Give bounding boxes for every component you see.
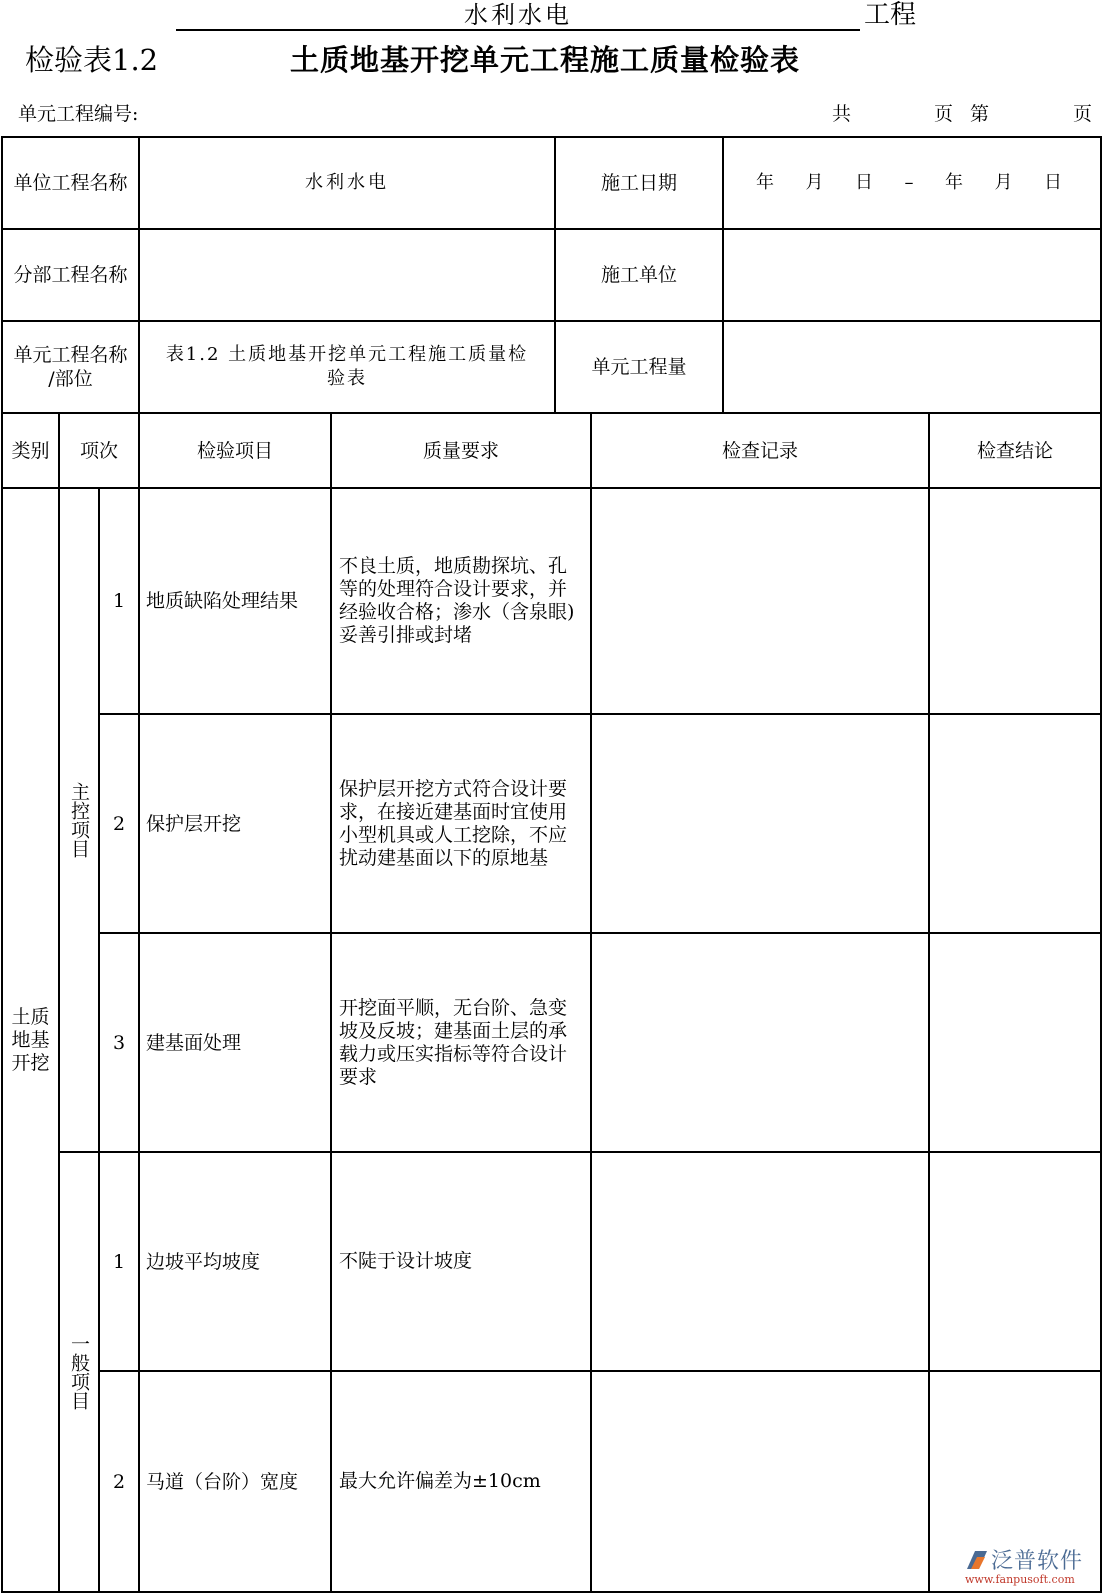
date-end-month: 月	[994, 172, 1013, 193]
project-name: 水利水电	[464, 1, 572, 29]
divider	[1100, 136, 1102, 1593]
unit-number-label: 单元工程编号:	[18, 103, 139, 125]
unit-project-value[interactable]: 水利水电	[305, 172, 389, 193]
quality-requirement: 最大允许偏差为±10cm	[339, 1470, 541, 1492]
element-value-line1: 表1.2 土质地基开挖单元工程施工质量检	[165, 344, 529, 365]
contractor-value[interactable]	[724, 230, 1100, 320]
element-label	[3, 322, 138, 412]
category-line: 开挖	[11, 1051, 50, 1074]
item-no: 1	[112, 590, 126, 612]
inspection-record-input[interactable]	[592, 1372, 928, 1591]
conclusion-input[interactable]	[930, 934, 1100, 1151]
quality-requirement: 不陡于设计坡度	[339, 1250, 473, 1272]
column-header-quality-requirement: 质量要求	[422, 439, 499, 462]
column-header-conclusion: 检查结论	[976, 439, 1053, 462]
date-separator: –	[904, 172, 914, 193]
unit-project-label: 单位工程名称	[13, 172, 128, 194]
column-header-category: 类别	[11, 439, 50, 462]
form-code: 检验表1.2	[25, 43, 159, 77]
page-total-label: 共	[832, 103, 852, 125]
element-value-line2: 验表	[327, 368, 367, 389]
quality-requirement: 开挖面平顺，无台阶、急变坡及反坡；建基面土层的承载力或压实指标等符合设计要求	[339, 996, 568, 1088]
inspection-record-input[interactable]	[592, 715, 928, 932]
inspection-item: 建基面处理	[146, 1031, 242, 1054]
date-start-month: 月	[805, 172, 824, 193]
quantity-value[interactable]	[724, 322, 1100, 412]
date-start-year: 年	[756, 172, 774, 193]
category-line: 地基	[11, 1028, 50, 1051]
quality-requirement: 不良土质，地质勘探坑、孔等的处理符合设计要求，并经验收合格；渗水（含泉眼)妥善引排或封堵	[339, 555, 575, 646]
division-label: 分部工程名称	[13, 264, 128, 286]
date-start-day: 日	[855, 172, 873, 193]
form-title: 土质地基开挖单元工程施工质量检验表	[290, 43, 801, 77]
project-suffix: 工程	[864, 0, 917, 30]
date-end-day: 日	[1044, 172, 1062, 193]
project-name-line	[176, 0, 860, 31]
inspection-item: 边坡平均坡度	[146, 1250, 261, 1273]
conclusion-input[interactable]	[930, 1153, 1100, 1370]
page-unit-label: 页	[934, 103, 954, 125]
inspection-item: 保护层开挖	[146, 812, 242, 835]
item-no: 1	[112, 1250, 126, 1273]
column-header-inspection-item: 检验项目	[196, 439, 273, 462]
watermark	[965, 1544, 1100, 1590]
group-name: 一般项目	[68, 1334, 90, 1410]
inspection-record-input[interactable]	[592, 1153, 928, 1370]
element-value[interactable]	[140, 322, 554, 412]
quantity-label: 单元工程量	[591, 356, 687, 378]
fanpu-logo-icon	[965, 1549, 989, 1571]
inspection-record-input[interactable]	[592, 934, 928, 1151]
watermark-logo	[965, 1544, 1100, 1575]
item-no: 3	[112, 1031, 126, 1054]
item-no: 2	[112, 812, 126, 835]
construction-date-label: 施工日期	[600, 172, 677, 194]
quality-requirement: 保护层开挖方式符合设计要求，在接近建基面时宜使用小型机具或人工挖除，不应扰动建基面以下的原地基	[339, 777, 568, 869]
inspection-item: 地质缺陷处理结果	[146, 590, 299, 612]
group-label-general	[60, 1153, 98, 1591]
page-current-label: 第	[970, 103, 990, 125]
column-header-inspection-record: 检查记录	[721, 439, 798, 462]
page-end-label: 页	[1073, 103, 1093, 125]
group-label-main-control	[60, 489, 98, 1151]
element-label-line1: 单元工程名称	[13, 344, 128, 366]
category-cell	[3, 489, 58, 1591]
conclusion-input[interactable]	[930, 715, 1100, 932]
watermark-brand: 泛普软件	[991, 1549, 1084, 1574]
group-name: 主控项目	[68, 782, 90, 858]
inspection-record-input[interactable]	[592, 489, 928, 713]
inspection-item: 马道（台阶）宽度	[146, 1470, 299, 1493]
column-header-item-no: 项次	[79, 439, 118, 462]
construction-date-field[interactable]	[724, 138, 1100, 228]
watermark-url: www.fanpusoft.com	[965, 1573, 1075, 1586]
element-label-line2: /部位	[48, 368, 93, 390]
item-no: 2	[112, 1470, 126, 1493]
category-line: 土质	[11, 1005, 50, 1028]
contractor-label: 施工单位	[600, 264, 677, 286]
conclusion-input[interactable]	[930, 489, 1100, 713]
division-value[interactable]	[140, 230, 554, 320]
date-end-year: 年	[945, 172, 963, 193]
